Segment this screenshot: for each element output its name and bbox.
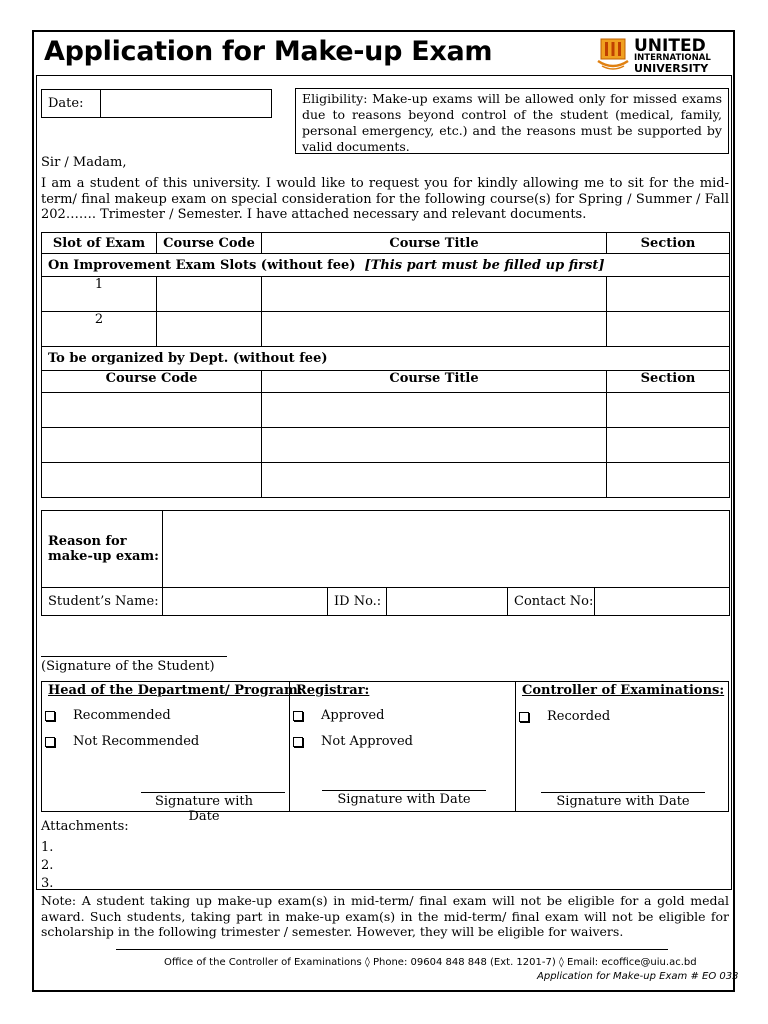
form-number: Application for Make-up Exam # EO 033 (537, 971, 739, 982)
section-field[interactable] (607, 312, 730, 347)
course-code-field[interactable] (157, 312, 262, 347)
not-approved-label: Not Approved (321, 734, 413, 749)
courses-table (41, 232, 730, 498)
dept-header-course-title: Course Title (262, 371, 607, 393)
dept-row (42, 347, 730, 371)
note-text: Note: A student taking up make-up exam(s) in mid-term/ final exam will not be eligible for a gold medal award. Such students, taking part in make-up exam(s) in the mid-term/ final exam will not be eligible for scholarship in the following trimester / semester. However, they will be eligible for waivers. (41, 893, 729, 939)
course-title-field[interactable] (262, 277, 607, 312)
contact-label: Contact No: (508, 588, 595, 616)
date-label: Date: (42, 90, 101, 118)
course-title-field[interactable] (262, 312, 607, 347)
id-field[interactable] (387, 588, 508, 616)
student-signature-line (41, 656, 227, 657)
checkbox-icon[interactable] (519, 712, 529, 722)
header-course-title: Course Title (262, 233, 607, 254)
recorded-label: Recorded (547, 709, 611, 724)
date-box (41, 89, 272, 118)
eligibility-note: Eligibility: Make-up exams will be allowed only for missed exams due to reasons beyond control of the student (medical, family, personal emergency, etc.) and the reasons must be supported by valid documents. (295, 88, 729, 154)
crest-icon (596, 37, 630, 73)
head-signature-label: Signature with Date (154, 794, 254, 824)
attachment-item: 1. (41, 840, 54, 855)
reason-label: Reason for make-up exam: (42, 511, 163, 588)
table-row (42, 312, 730, 347)
not-recommended-label: Not Recommended (73, 734, 200, 749)
head-approval-box (42, 682, 303, 824)
dept-section-field[interactable] (607, 393, 730, 428)
header-slot: Slot of Exam (42, 233, 157, 254)
recommended-label: Recommended (73, 708, 171, 723)
controller-title: Controller of Examinations: (522, 683, 725, 698)
header-section: Section (607, 233, 730, 254)
slot-number: 1 (42, 277, 157, 312)
course-code-field[interactable] (157, 277, 262, 312)
controller-approval-box (516, 682, 729, 812)
student-info-table (41, 510, 730, 616)
not-recommended-option[interactable] (45, 734, 199, 749)
attachment-item: 2. (41, 858, 54, 873)
dept-label: To be organized by Dept. (without fee) (42, 347, 730, 371)
university-logo (596, 37, 716, 73)
controller-signature-line (541, 792, 705, 793)
registrar-signature-line (322, 790, 486, 791)
logo-line-3: UNIVERSITY (634, 62, 709, 75)
improvement-label-cell (42, 254, 730, 277)
recommended-option[interactable] (45, 708, 171, 723)
controller-signature-label: Signature with Date (556, 794, 690, 809)
table-row (42, 463, 730, 498)
improvement-note: [This part must be filled up first] (364, 257, 605, 273)
attachment-item: 3. (41, 876, 54, 891)
approved-label: Approved (321, 708, 385, 723)
recorded-option[interactable] (519, 709, 610, 724)
dept-header-row (42, 371, 730, 393)
student-signature-label: (Signature of the Student) (41, 659, 215, 674)
dept-course-code-field[interactable] (42, 393, 262, 428)
contact-field[interactable] (595, 588, 730, 616)
registrar-title: Registrar: (296, 683, 370, 698)
dept-section-field[interactable] (607, 428, 730, 463)
head-signature-line (141, 792, 285, 793)
dept-course-title-field[interactable] (262, 463, 607, 498)
head-title: Head of the Department/ Program: (48, 683, 303, 698)
checkbox-icon[interactable] (293, 737, 303, 747)
form-title: Application for Make-up Exam (44, 36, 493, 67)
registrar-approval-box (290, 682, 516, 812)
date-field[interactable] (101, 90, 272, 118)
dept-course-title-field[interactable] (262, 428, 607, 463)
dept-header-section: Section (607, 371, 730, 393)
footer-contact: Office of the Controller of Examinations ◊ Phone: 09604 848 848 (Ext. 1201-7) ◊ Email: ecoffice@uiu.ac.bd (164, 957, 697, 968)
section-field[interactable] (607, 277, 730, 312)
dept-header-course-code: Course Code (42, 371, 262, 393)
checkbox-icon[interactable] (45, 711, 55, 721)
improvement-row (42, 254, 730, 277)
request-paragraph: I am a student of this university. I would like to request you for kindly allowing me to sit for the mid-term/ final makeup exam on special consideration for the following course(s) for Spring / Summer / Fall 202……. Trimester / Semester. I have attached necessary and relevant documents. (41, 176, 729, 222)
student-name-field[interactable] (163, 588, 328, 616)
reason-field[interactable] (163, 511, 730, 588)
not-approved-option[interactable] (293, 734, 413, 749)
table-row (42, 277, 730, 312)
table-header-row (42, 233, 730, 254)
registrar-signature-label: Signature with Date (337, 792, 471, 807)
attachments-label: Attachments: (41, 819, 129, 834)
slot-number: 2 (42, 312, 157, 347)
table-row (42, 428, 730, 463)
logo-line-2: INTERNATIONAL (634, 53, 711, 63)
checkbox-icon[interactable] (45, 737, 55, 747)
student-name-label: Student’s Name: (42, 588, 163, 616)
approval-table (41, 681, 729, 824)
table-row (42, 393, 730, 428)
dept-course-code-field[interactable] (42, 428, 262, 463)
salutation: Sir / Madam, (41, 155, 127, 170)
dept-section-field[interactable] (607, 463, 730, 498)
checkbox-icon[interactable] (293, 711, 303, 721)
id-label: ID No.: (328, 588, 387, 616)
dept-course-title-field[interactable] (262, 393, 607, 428)
improvement-label: On Improvement Exam Slots (without fee) (48, 257, 356, 273)
header-course-code: Course Code (157, 233, 262, 254)
dept-course-code-field[interactable] (42, 463, 262, 498)
footer-divider (116, 949, 668, 950)
logo-line-1: UNITED (634, 36, 706, 56)
approved-option[interactable] (293, 708, 384, 723)
